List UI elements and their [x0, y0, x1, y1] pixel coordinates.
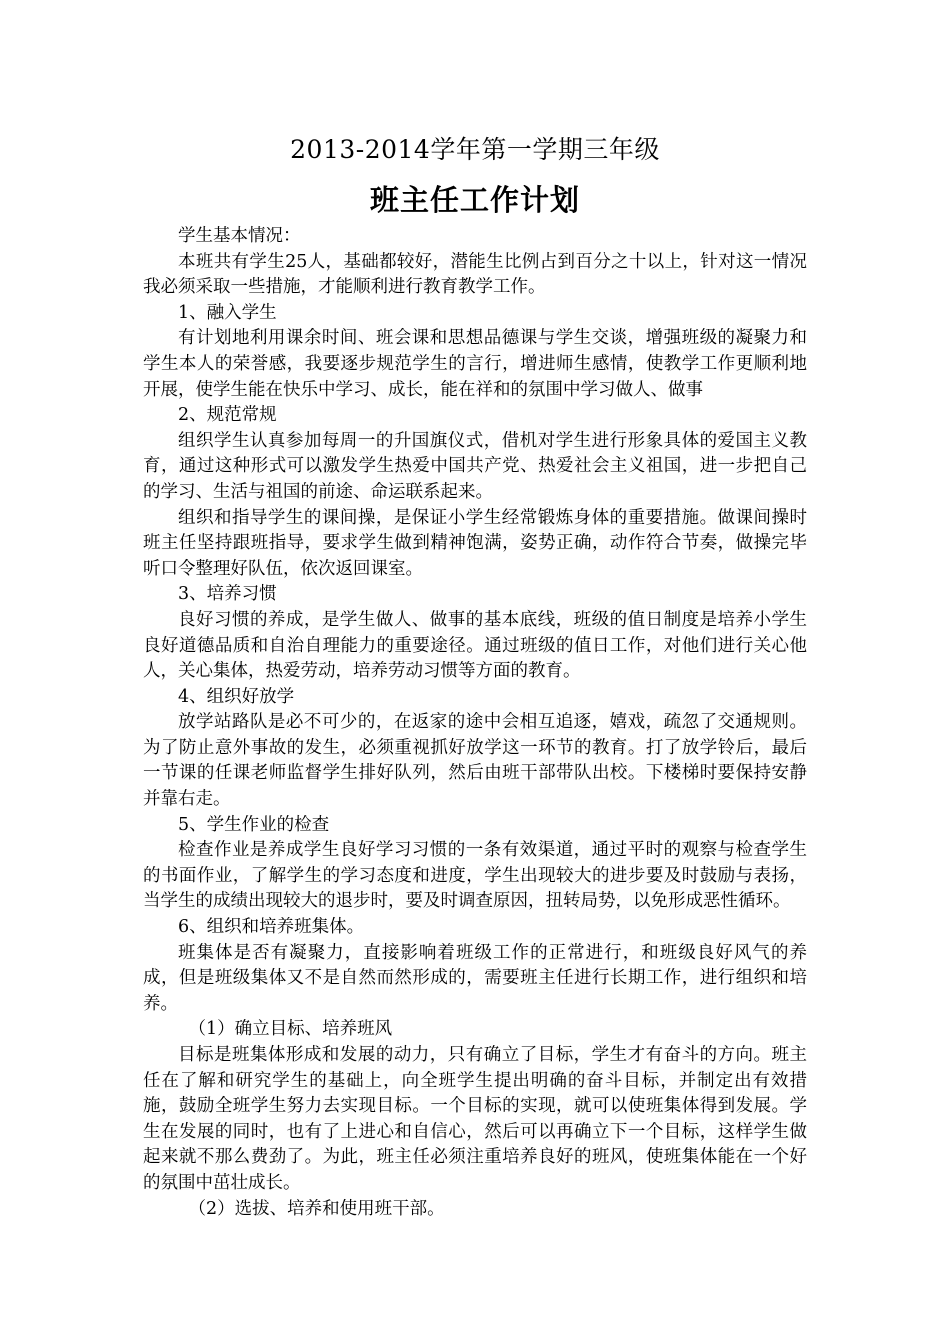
body-paragraph: 良好习惯的养成，是学生做人、做事的基本底线，班级的值日制度是培养小学生良好道德品质和自治自理能力的重要途径。通过班级的值日工作，对他们进行关心他人，关心集体，热爱劳动，培养劳动习惯等方面的教育。: [143, 609, 807, 682]
body-paragraph: 组织和指导学生的课间操，是保证小学生经常锻炼身体的重要措施。做课间操时班主任坚持跟班指导，要求学生做到精神饱满，姿势正确，动作符合节奏，做操完毕听口令整理好队伍，依次返回课室。: [143, 507, 807, 579]
body-paragraph: 有计划地利用课余时间、班会课和思想品德课与学生交谈，增强班级的凝聚力和学生本人的荣誉感，我要逐步规范学生的言行，增进师生感情，使教学工作更顺利地开展，使学生能在快乐中学习、成长，能在祥和的氛围中学习做人、做事: [143, 328, 807, 400]
document-body: [143, 224, 807, 1222]
body-paragraph: 目标是班集体形成和发展的动力，只有确立了目标，学生才有奋斗的方向。班主任在了解和研究学生的基础上，向全班学生提出明确的奋斗目标，并制定出有效措施，鼓励全班学生努力去实现目标。一个目标的实现，就可以使班集体得到发展。学生在发展的同时，也有了上进心和自信心，然后可以再确立下一个目标，这样学生做起来就不那么费劲了。为此，班主任必须注重培养良好的班风，使班集体能在一个好的氛围中茁壮成长。: [143, 1045, 807, 1193]
subsection-heading: （1）确立目标、培养班风: [188, 1019, 393, 1040]
body-paragraph: 放学站路队是必不可少的，在返家的途中会相互追逐，嬉戏，疏忽了交通规则。为了防止意外事故的发生，必须重视抓好放学这一环节的教育。打了放学铃后，最后一节课的任课老师监督学生排好队列，然后由班干部带队出校。下楼梯时要保持安静并靠右走。: [143, 712, 807, 810]
body-paragraph: 组织学生认真参加每周一的升国旗仪式，借机对学生进行形象具体的爱国主义教育，通过这种形式可以激发学生热爱中国共产党、热爱社会主义祖国，进一步把自己的学习、生活与祖国的前途、命运联系起来。: [143, 430, 807, 502]
subsection-heading: （2）选拔、培养和使用班干部。: [188, 1198, 445, 1219]
section-heading: 学生基本情况：: [178, 226, 301, 246]
section-heading: 5、学生作业的检查: [178, 814, 330, 835]
body-paragraph: 检查作业是养成学生良好学习习惯的一条有效渠道，通过平时的观察与检查学生的书面作业，了解学生的学习态度和进度，学生出现较大的进步要及时鼓励与表扬，当学生的成绩出现较大的退步时，要及时调查原因，扭转局势，以免形成恶性循环。: [143, 840, 807, 912]
section-heading: 6、组织和培养班集体。: [178, 917, 365, 938]
document-title-line1: 2013-2014学年第一学期三年级: [290, 135, 660, 164]
section-heading: 4、组织好放学: [178, 686, 295, 707]
body-paragraph: 班集体是否有凝聚力，直接影响着班级工作的正常进行，和班级良好风气的养成，但是班级集体又不是自然而然形成的，需要班主任进行长期工作，进行组织和培养。: [143, 942, 807, 1014]
document-title-line2: 班主任工作计划: [369, 183, 580, 217]
section-heading: 1、融入学生: [178, 302, 277, 323]
body-paragraph: 本班共有学生25人，基础都较好，潜能生比例占到百分之十以上，针对这一情况我必须采取一些措施，才能顺利进行教育教学工作。: [143, 251, 807, 298]
section-heading: 3、培养习惯: [178, 584, 277, 605]
section-heading: 2、规范常规: [178, 405, 277, 426]
